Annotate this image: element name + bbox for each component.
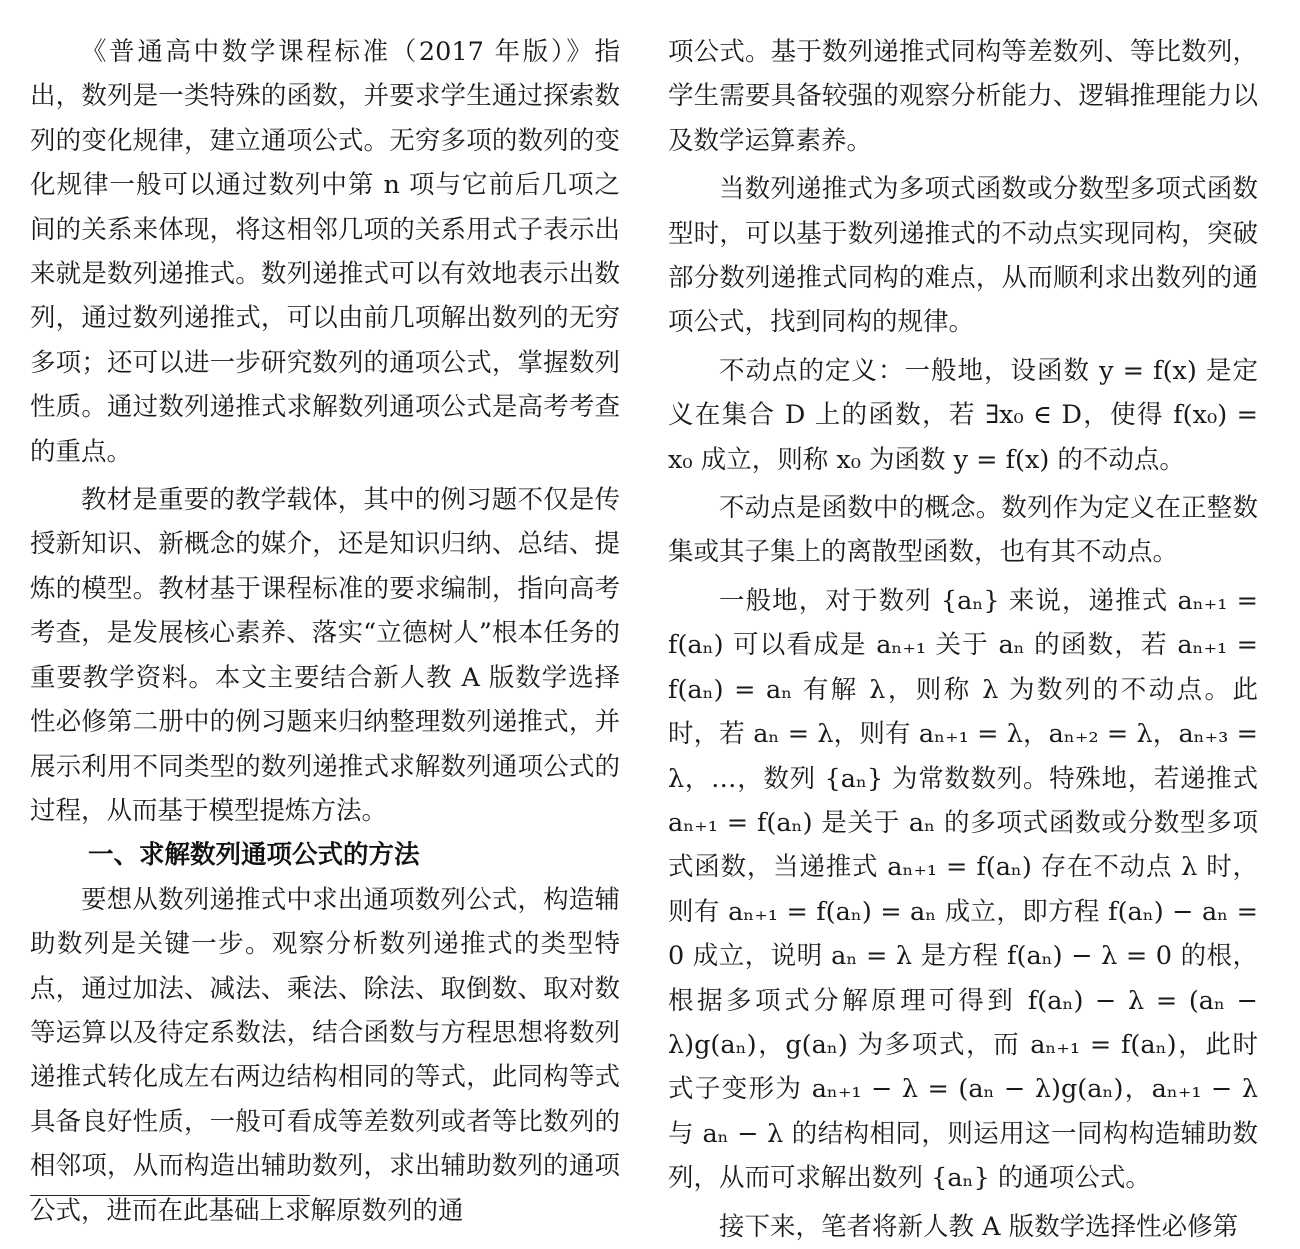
continued-paragraph: 项公式。基于数列递推式同构等差数列、等比数列，学生需要具备较强的观察分析能力、逻辑推理能力以及数学运算素养。	[668, 37, 1258, 156]
next-section-paragraph: 接下来，笔者将新人教 A 版数学选择性必修第	[719, 1211, 1239, 1242]
left-column	[30, 30, 620, 1233]
fixed-point-definition: 不动点的定义：一般地，设函数 y = f(x) 是定义在集合 D 上的函数，若 ∃x₀ ∈ D，使得 f(x₀) = x₀ 成立，则称 x₀ 为函数 y = f(x) 的不动点。	[668, 355, 1258, 475]
textbook-paragraph: 教材是重要的教学载体，其中的例习题不仅是传授新知识、新概念的媒介，还是知识归纳、总结、提炼的模型。教材基于课程标准的要求编制，指向高考考查，是发展核心素养、落实“立德树人”根本任务的重要教学资料。本文主要结合新人教 A 版数学选择性必修第二册中的例习题来归纳整理数列递推式，并展示利用不同类型的数列递推式求解数列通项公式的过程，从而基于模型提炼方法。	[30, 485, 620, 826]
method-paragraph: 要想从数列递推式中求出通项数列公式，构造辅助数列是关键一步。观察分析数列递推式的类型特点，通过加法、减法、乘法、除法、取倒数、取对数等运算以及待定系数法，结合函数与方程思想将数列递推式转化成左右两边结构相同的等式，此同构等式具备良好性质，一般可看成等差数列或者等比数列的相邻项，从而构造出辅助数列，求出辅助数列的通项公式，进而在此基础上求解原数列的通	[30, 884, 620, 1226]
footnote-divider	[30, 1195, 310, 1196]
intro-paragraph: 《普通高中数学课程标准（2017 年版）》指出，数列是一类特殊的函数，并要求学生通过探索数列的变化规律，建立通项公式。无穷多项的数列的变化规律一般可以通过数列中第 n 项与它前后几项之间的关系来体现，将这相邻几项的关系用式子表示出来就是数列递推式。数列递推式可以有效地表示出数列，通过数列递推式，可以由前几项解出数列的无穷多项；还可以进一步研究数列的通项公式，掌握数列性质。通过数列递推式求解数列通项公式是高考考查的重点。	[30, 37, 620, 467]
fixed-point-sequence-paragraph: 不动点是函数中的概念。数列作为定义在正整数集或其子集上的离散型函数，也有其不动点。	[668, 493, 1258, 568]
fixed-point-intro-paragraph: 当数列递推式为多项式函数或分数型多项式函数型时，可以基于数列递推式的不动点实现同构，突破部分数列递推式同构的难点，从而顺利求出数列的通项公式，找到同构的规律。	[668, 174, 1258, 338]
right-column	[668, 30, 1258, 1249]
section-heading: 一、求解数列通项公式的方法	[88, 840, 420, 871]
recurrence-analysis-paragraph: 一般地，对于数列 {aₙ} 来说，递推式 aₙ₊₁ = f(aₙ) 可以看成是 aₙ₊₁ 关于 aₙ 的函数，若 aₙ₊₁ = f(aₙ) = aₙ 有解 λ，则称 λ 为数列的不动点。此时，若 aₙ = λ，则有 aₙ₊₁ = λ，aₙ₊₂ = λ，aₙ₊₃ = λ，…，数列 {aₙ} 为常数数列。特殊地，若递推式 aₙ₊₁ = f(aₙ) 是关于 aₙ 的多项式函数或分数型多项式函数，当递推式 aₙ₊₁ = f(aₙ) 存在不动点 λ 时，则有 aₙ₊₁ = f(aₙ) = aₙ 成立，即方程 f(aₙ) − aₙ = 0 成立，说明 aₙ = λ 是方程 f(aₙ) − λ = 0 的根，根据多项式分解原理可得到 f(aₙ) − λ = (aₙ − λ)g(aₙ)，g(aₙ) 为多项式，而 aₙ₊₁ = f(aₙ)，此时式子变形为 aₙ₊₁ − λ = (aₙ − λ)g(aₙ)，aₙ₊₁ − λ 与 aₙ − λ 的结构相同，则运用这一同构构造辅助数列，从而可求解出数列 {aₙ} 的通项公式。	[668, 585, 1258, 1194]
